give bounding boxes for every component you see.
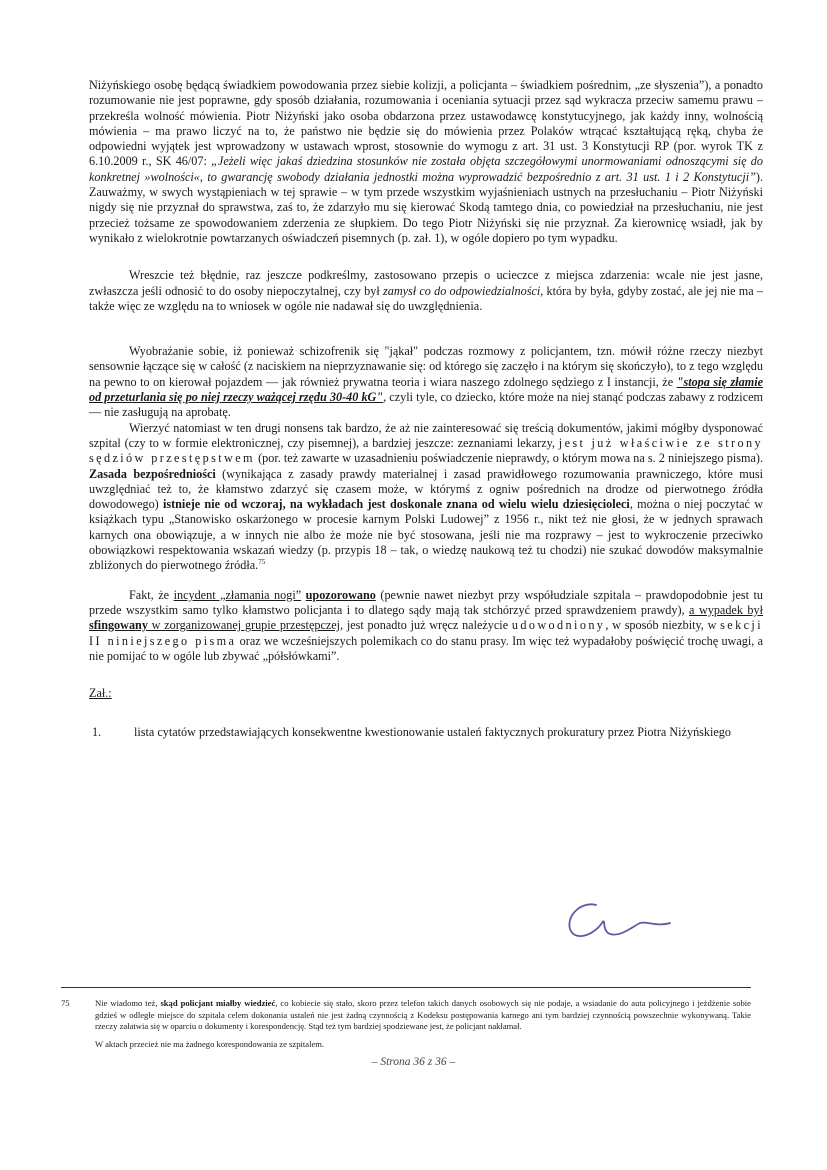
- tk-ruling-quote: „Jeżeli więc jakaś dziedzina stosunków nie została objęta szczegółowymi unormowaniami odnoszącymi się do konkretnej »wolności«, to gwarancję swobody działania jednostki można wyprowadzić bezpośrednio z art. 31 ust. 1 i 2 Konstytucji”: [89, 154, 763, 184]
- footnote-number: 75: [61, 998, 70, 1008]
- attachments-title: Zał.:: [89, 686, 112, 701]
- footnote-text: Nie wiadomo też, skąd policjant miałby wiedzieć, co kobiecie się stało, skoro przez telefon takich danych osobowych się nie podaje, a wsiadanie do auta policyjnego i jeżdżenie sobie gdzieś w odległe miejsce do szpitala celem dokonania ustaleń nie jest żadną czynnością z Kodeksu postępowania karnego ani tym bardziej czynnością powszechnie wykonywaną. Takie rzeczy załatwia się w oparciu o dokumenty i korespondencję. Stąd też tym bardziej spodziewane jest, że policjant nakłamał.: [95, 998, 751, 1032]
- footnote: [61, 998, 751, 1050]
- paragraph-3: Wyobrażanie sobie, iż ponieważ schizofrenik się "jąkał" podczas rozmowy z policjantem, tzn. mówił różne rzeczy niezbyt sensownie łączące się w całość (z naciskiem na nieprzyznawanie się: od którego się zaczęło i na którym się skończyło), to z tego względu na pewno to on kierował pojazdem — jak również prywatna teoria i wiara naszego zdolnego sędziego z I instancji, że "stopa się złamie od przeturlania się po niej rzeczy ważącej rzędu 30-40 kG", czyli tyle, co dziecko, które może na niej stanąć podczas zabawy z rodzicem — nie zasługują na aprobatę.: [89, 344, 763, 420]
- spaced-emphasis: jest już właściwie ze strony sędziów przestępstwem: [89, 435, 763, 466]
- attachment-number: 1.: [92, 725, 102, 740]
- footnote-ref: 75: [258, 558, 266, 567]
- signature: [562, 893, 672, 945]
- emphasis-intent: zamysł co do odpowiedzialności: [382, 283, 541, 298]
- bold-principle: Zasada bezpośredniości: [89, 466, 216, 481]
- bold-statement: istnieje nie od wczoraj, na wykładach jest doskonale znana od wielu wielu dziesięcioleci: [162, 497, 630, 512]
- page-number: – Strona 36 z 36 –: [371, 1056, 456, 1068]
- paragraph-1: Niżyńskiego osobę będącą świadkiem powodowania przez siebie kolizji, a policjanta – świadkiem pośrednim, „ze słyszenia”), a ponadto rozumowanie nie jest poprawne, gdy sposób działania, rozumowania i oceniania sytuacji przez sąd wykracza przeciw samemu prawu – przekreśla wolność mówienia. Piotr Niżyński jako osoba obdarzona przez ustawodawcę konstytucyjnego, jak każdy inny, wolnością mówienia – ma prawo liczyć na to, że państwo nie będzie się do mówienia przez Polaków wtrącać kształtującą ręką, chyba że odpowiedni wyjątek jest wprowadzony w ustawach wprost, stosownie do wymogu z art. 31 ust. 3 Konstytucji RP (por. wyrok TK z 6.10.2009 r., SK 46/07: „Jeżeli więc jakaś dziedzina stosunków nie została objęta szczegółowymi unormowaniami odnoszącymi się do konkretnej »wolności«, to gwarancję swobody działania jednostki można wyprowadzić bezpośrednio z art. 31 ust. 1 i 2 Konstytucji”). Zauważmy, w swych wystąpieniach w tej sprawie – w tym przede wszystkim wyjaśnieniach ustnych na przesłuchaniu – Piotr Niżyński nigdy się nie przyznał do sprawstwa, zaś to, że zdarzyło mu się kierować Skodą tamtego dnia, co powiedział na przesłuchaniu, nie jest przecież tożsame ze spowodowaniem zderzenia ze słupkiem. Do tego Piotr Niżyński się nie przyznał. Za kierownicę wsiadł, jak by wynikało z wielokrotnie powtarzanych oświadczeń pisemnych (p. zał. 1), w ogóle dopiero po tym wypadku.: [89, 78, 763, 245]
- judge-quote: "stopa się złamie od przeturlania się po niej rzeczy ważącej rzędu 30-40 kG": [89, 374, 763, 405]
- attachments-list: [89, 725, 763, 740]
- attachment-text: lista cytatów przedstawiających konsekwentne kwestionowanie ustaleń faktycznych prokuratury przez Piotra Niżyńskiego: [134, 725, 731, 740]
- paragraph-5: Fakt, że incydent „złamania nogi” upozorowano (pewnie nawet niezbyt przy współudziale szpitala – prawdopodobnie jest tu przede wszystkim samo tylko kłamstwo policjanta i to dlatego sądy mają tak stchórzyć przed sprawdzeniem prawdy), a wypadek był sfingowany w zorganizowanej grupie przestępczej, jest ponadto już wręcz należycie udowodniony, w sposób niezbity, w sekcji II niniejszego pisma oraz we wcześniejszych polemikach co do stanu prasy. Im więc też wypadałoby poświęcić trochę uwagi, a nie pomijać to w ogóle lub zbywać „półsłówkami”.: [89, 587, 763, 663]
- list-item: [89, 725, 763, 740]
- footnote-divider: [61, 987, 751, 988]
- body-text: [89, 78, 763, 741]
- footnote-extra: W aktach przecież nie ma żadnego korespondowania ze szpitalem.: [95, 1038, 325, 1049]
- paragraph-4: Wierzyć natomiast w ten drugi nonsens tak bardzo, że aż nie zainteresować się treścią dokumentów, jakimi mógłby dysponować szpital (czy to w formie elektronicznej, czy pisemnej), a bardziej jeszcze: zeznaniami lekarzy, jest już właściwie ze strony sędziów przestępstwem (por. też zawarte w uzasadnieniu poświadczenie nieprawdy, o którym mowa na s. 2 niniejszego pisma). Zasada bezpośredniości (wynikająca z zasady prawdy materialnej i zasad prawidłowego rozumowania prawniczego, które musi uwzględniać też to, że kłamstwo zdarzyć się czasem może, w którymś z ogniw pośrednich na drodze od pierwotnego źródła dowodowego) istnieje nie od wczoraj, na wykładach jest doskonale znana od wielu wielu dziesięcioleci, można o niej poczytać w książkach typu „Stanowisko oskarżonego w procesie karnym Polski Ludowej” z 1956 r., nikt też nie głosi, że w jednych sprawach karnych ona obowiązuje, a w innych nie albo że może nie być stosowana, jeśli nie ma rozprawy – jest to wykroczenie przeciwko obowiązkowi respektowania wskazań wiedzy (p. przypis 18 – tak, o wiedzę naukową też tu chodzi) nie szukać dowodów maksymalnie zbliżonych do pierwotnego źródła.$^{75}$: [89, 420, 763, 573]
- paragraph-2: Wreszcie też błędnie, raz jeszcze podkreślmy, zastosowano przepis o ucieczce z miejsca zdarzenia: wcale nie jest jasne, zwłaszcza jeśli odnosić to do osoby niepoczytalnej, czy był zamysł co do odpowiedzialności, która by była, gdyby zostać, ale jej nie ma – także więc ze względu na to wniosek w ogóle nie nadawał się do uwzględnienia.: [89, 268, 763, 313]
